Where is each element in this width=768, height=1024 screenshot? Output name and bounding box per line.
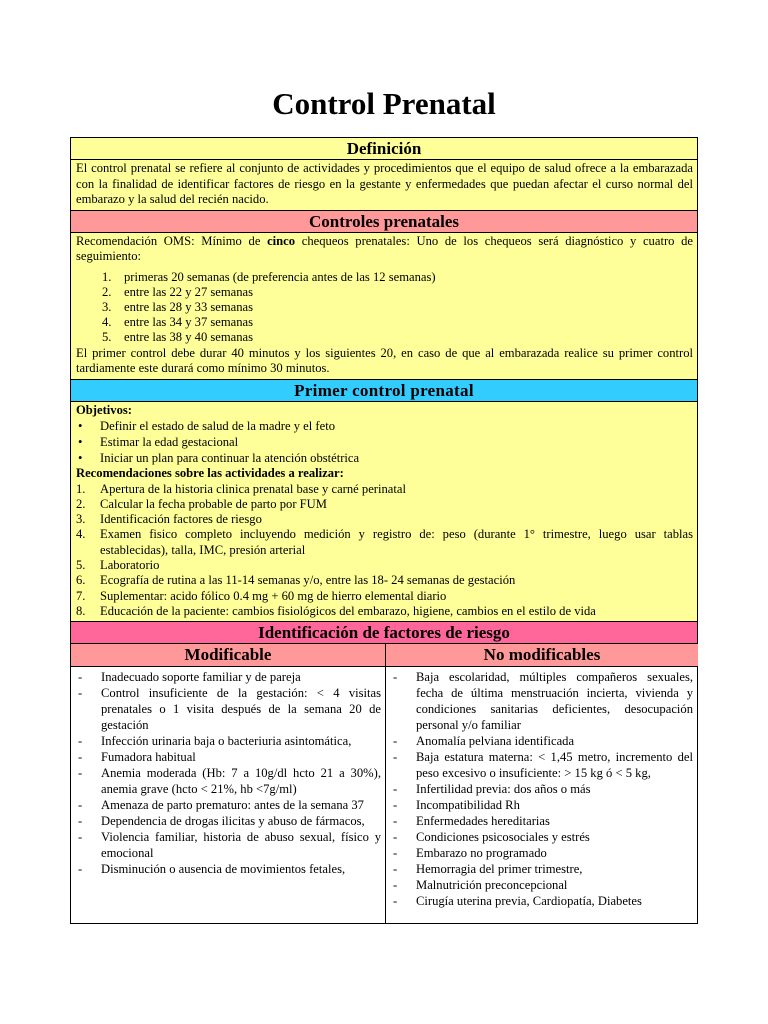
list-item [76,558,693,573]
list-text: Embarazo no programado [416,846,547,861]
section-heading-controles: Controles prenatales [71,211,697,233]
dash-icon: - [78,830,83,845]
objetivos-list [76,418,693,466]
definicion-text: El control prenatal se refiere al conjunto de actividades y procedimientos que el equipo de salud ofrece a la embarazada con la finalidad de identificar factores de riesgo en la gestante y enfermedades que puedan afectar el curso normal del embarazo y la salud del recién nacido. [71,160,697,211]
list-number: 4. [102,315,112,330]
list-item [76,330,693,345]
dash-icon: - [78,686,83,701]
list-text: Condiciones psicosociales y estrés [416,830,590,845]
list-text: Dependencia de drogas ilicitas y abuso de fármacos, [101,814,365,829]
list-text: Anomalía pelviana identificada [416,734,575,749]
list-item [75,765,381,797]
list-item [76,497,693,512]
page-title: Control Prenatal [272,86,496,121]
list-number: 5. [102,330,112,345]
list-text: Baja escolaridad, múltiples compañeros sexuales, fecha de última menstruación incierta, vivienda y condiciones sanitarias deficientes, desocupación personal y/o familiar [416,670,693,733]
list-item [75,861,381,877]
list-text: Identificación factores de riesgo [100,512,262,527]
list-item [76,482,693,497]
list-number: 4. [76,527,86,542]
dash-icon: - [393,750,398,765]
list-item [390,813,693,829]
list-item [390,749,693,781]
list-item [75,829,381,861]
controles-body [71,233,697,380]
list-item [390,669,693,733]
list-item [76,450,693,466]
dash-icon: - [393,814,398,829]
list-item [76,604,693,619]
no-modificables-column [386,667,697,923]
list-text: Malnutrición preconcepcional [416,878,568,893]
list-number: 3. [76,512,86,527]
no-modificables-list [390,669,693,909]
recomendaciones-label: Recomendaciones sobre las actividades a realizar: [76,466,344,481]
dash-icon: - [393,862,398,877]
dash-icon: - [78,734,83,749]
list-text: Examen fisico completo incluyendo medición y registro de: peso (durante 1° trimestre, luego usar tablas establecidas), talla, IMC, presión arterial [100,527,693,557]
modificable-column [71,667,386,923]
list-text: primeras 20 semanas (de preferencia antes de las 12 semanas) [124,269,436,284]
dash-icon: - [78,670,83,685]
list-text: Definir el estado de salud de la madre y el feto [100,419,335,434]
list-text: entre las 38 y 40 semanas [124,330,254,345]
list-item [390,781,693,797]
list-number: 2. [76,496,86,511]
list-item [76,285,693,300]
dash-icon: - [78,766,83,781]
modificable-list [75,669,381,877]
list-text: Anemia moderada (Hb: 7 a 10g/dl hcto 21 a 30%), anemia grave (hcto < 21%, hb <7g/ml) [101,766,381,797]
dash-icon: - [78,750,83,765]
list-item [75,797,381,813]
bullet-icon: • [78,451,83,466]
list-number: 8. [76,603,86,618]
dash-icon: - [78,798,83,813]
section-heading-primer-control: Primer control prenatal [71,380,697,402]
list-item [76,512,693,527]
controles-outro: El primer control debe durar 40 minutos y los siguientes 20, en caso de que al embarazada realice su primer control tardiamente este durará como mínimo 30 minutos. [76,345,693,376]
list-item [390,829,693,845]
list-text: Control insuficiente de la gestación: < 4 visitas prenatales o 1 visita después de la semana 20 de gestación [101,686,381,733]
list-text: Disminución o ausencia de movimientos fetales, [101,862,346,877]
list-text: Calcular la fecha probable de parto por FUM [100,496,327,511]
recomendaciones-list [76,482,693,620]
list-text: Incompatibilidad Rh [416,798,520,813]
list-text: Laboratorio [100,558,160,572]
list-text: Baja estatura materna: < 1,45 metro, incremento del peso excesivo o insuficiente: > 15 kg ó < 5 kg, [416,750,693,781]
list-text: entre las 34 y 37 semanas [124,315,254,330]
dash-icon: - [393,798,398,813]
no-modificables-heading: No modificables [386,644,698,666]
controles-list [76,270,693,346]
dash-icon: - [393,734,398,749]
list-number: 6. [76,573,86,588]
list-item [390,877,693,893]
list-text: Violencia familiar, historia de abuso sexual, físico y emocional [101,830,381,861]
dash-icon: - [393,782,398,797]
list-text: Educación de la paciente: cambios fisiológicos del embarazo, higiene, cambios en el estilo de vida [100,603,596,618]
dash-icon: - [393,846,398,861]
controles-intro [76,234,693,265]
list-number: 7. [76,588,86,603]
list-text: Iniciar un plan para continuar la atención obstétrica [100,451,360,466]
list-text: entre las 28 y 33 semanas [124,299,254,314]
dash-icon: - [393,878,398,893]
factores-columns [71,667,697,923]
list-item [76,270,693,285]
controles-intro-text: Recomendación OMS: Mínimo de [76,233,268,248]
bullet-icon: • [78,419,83,434]
list-item [76,434,693,450]
dash-icon: - [393,830,398,845]
list-text: Infertilidad previa: dos años o más [416,782,591,797]
list-item [75,685,381,733]
list-text: Hemorragia del primer trimestre, [416,862,583,877]
section-heading-factores: Identificación de factores de riesgo [71,622,697,644]
controles-intro-bold: cinco [267,233,296,248]
objetivos-label: Objetivos: [76,402,132,417]
dash-icon: - [393,894,398,909]
bullet-icon: • [78,435,83,450]
list-number: 1. [102,269,112,284]
list-text: Suplementar: acido fólico 0.4 mg + 60 mg de hierro elemental diario [100,588,447,603]
list-item [75,733,381,749]
list-item [390,733,693,749]
dash-icon: - [393,670,398,685]
list-item [76,573,693,588]
list-item [75,749,381,765]
controles-intro-rest: chequeos prenatales: Uno de los chequeos será diagnóstico y cuatro de seguimiento: [76,233,693,263]
primer-control-body [71,402,697,623]
list-item [390,893,693,909]
dash-icon: - [78,814,83,829]
factores-column-headers [71,644,697,667]
section-heading-definicion: Definición [71,138,697,160]
list-text: entre las 22 y 27 semanas [124,284,254,299]
list-item [390,861,693,877]
list-text: Cirugía uterina previa, Cardiopatía, Diabetes [416,894,642,909]
list-text: Ecografía de rutina a las 11-14 semanas y/o, entre las 18- 24 semanas de gestación [100,573,516,588]
list-item [75,813,381,829]
modificable-heading: Modificable [71,644,386,666]
list-text: Estimar la edad gestacional [100,435,239,450]
list-item [76,300,693,315]
list-text: Inadecuado soporte familiar y de pareja [101,670,301,685]
list-item [76,315,693,330]
list-number: 2. [102,284,112,299]
list-text: Infección urinaria baja o bacteriuria asintomática, [101,734,352,749]
list-number: 3. [102,299,112,314]
list-item [390,797,693,813]
list-item [76,589,693,604]
list-item [76,527,693,558]
list-text: Fumadora habitual [101,750,196,765]
list-item [75,669,381,685]
prenatal-table [70,137,698,924]
list-text: Apertura de la historia clinica prenatal base y carné perinatal [100,481,406,496]
list-number: 1. [76,481,86,496]
list-text: Enfermedades hereditarias [416,814,550,829]
list-number: 5. [76,558,86,572]
list-item [390,845,693,861]
dash-icon: - [78,862,83,877]
list-text: Amenaza de parto prematuro: antes de la semana 37 [101,798,364,813]
list-item [76,418,693,434]
